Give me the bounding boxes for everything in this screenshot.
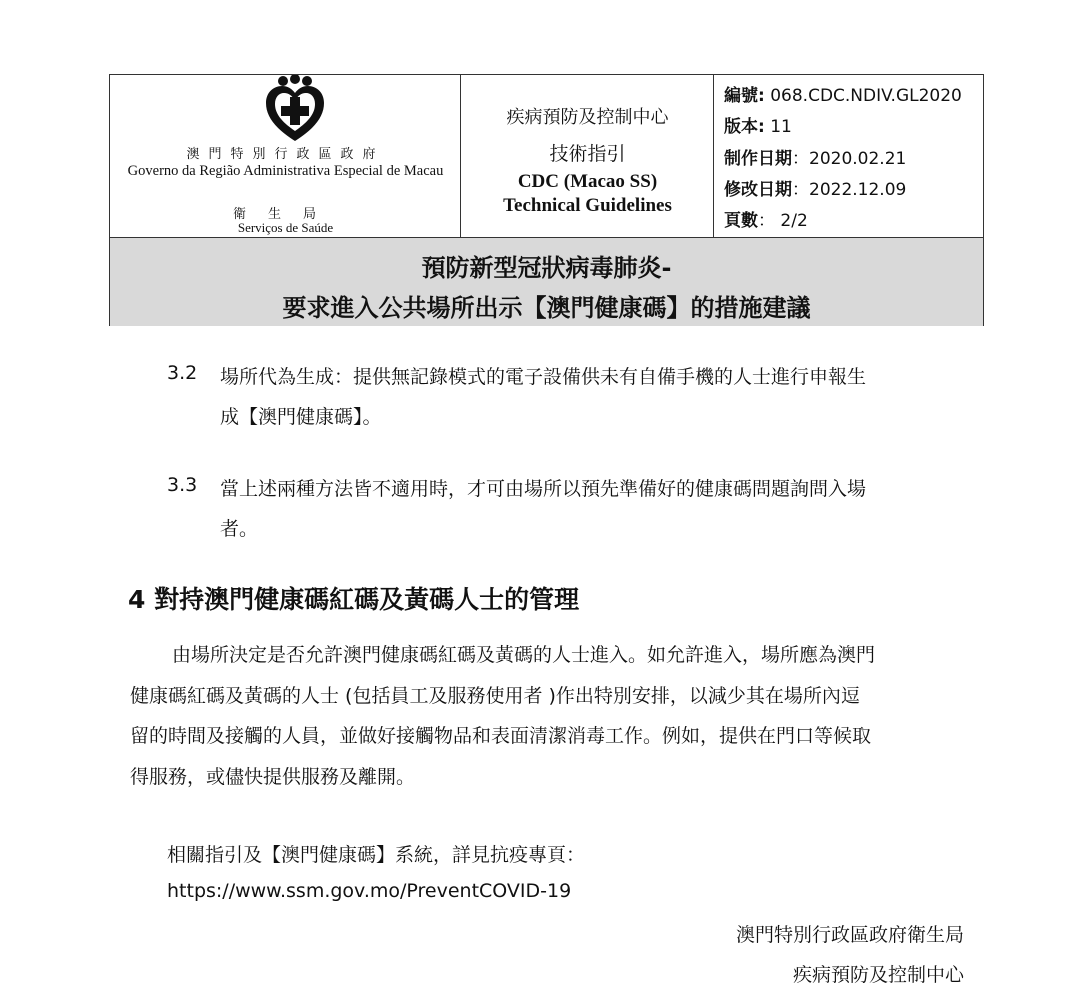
section-3-2-line2: 成【澳門健康碼】。 [220, 406, 382, 428]
guideline-type-zh: 技術指引 [549, 143, 626, 165]
reference-line: 相關指引及【澳門健康碼】系統，詳見抗疫專頁： [167, 844, 586, 866]
document-title-line2: 要求進入公共場所出示【澳門健康碼】的措施建議 [282, 294, 811, 322]
section-3-2-line1: 場所代為生成：提供無記錄模式的電子設備供未有自備手機的人士進行申報生 [220, 366, 867, 388]
section-3-3-line2: 者。 [220, 518, 259, 540]
document-title-band [110, 237, 983, 326]
center-name-en: CDC (Macao SS) [517, 171, 658, 192]
document-title-line1: 預防新型冠狀病毒肺炎- [421, 254, 672, 282]
meta-code: 編號: 068.CDC.NDIV.GL2020 [724, 86, 962, 106]
center-name-zh: 疾病預防及控制中心 [506, 107, 669, 128]
signature-center: 疾病預防及控制中心 [792, 964, 964, 986]
logo-cell [110, 75, 461, 237]
paragraph-line4: 得服務，或儘快提供服務及離開。 [130, 766, 416, 788]
guideline-type-en: Technical Guidelines [503, 195, 672, 216]
paragraph-line2: 健康碼紅碼及黃碼的人士 (包括員工及服務使用者 )作出特別安排，以減少其在場所內逗 [130, 685, 860, 707]
section-3-3-number: 3.3 [167, 474, 198, 496]
meta-pages: 頁數： 2/2 [724, 211, 808, 231]
document-header-table [109, 74, 984, 326]
meta-version: 版本: 11 [724, 117, 792, 137]
section-3-2-number: 3.2 [167, 362, 198, 384]
meta-revised-date: 修改日期：2022.12.09 [724, 180, 907, 200]
org-name-pt: Governo da Região Administrativa Especial de Macau [127, 163, 444, 179]
dept-name-zh: 衛生局 [232, 207, 338, 222]
meta-created-date: 制作日期：2020.02.21 [724, 149, 907, 169]
paragraph-line1: 由場所決定是否允許澳門健康碼紅碼及黃碼的人士進入。如允許進入，場所應為澳門 [172, 644, 876, 666]
org-name-zh: 澳門特別行政區政府 [186, 147, 385, 162]
reference-url-link[interactable]: https://www.ssm.gov.mo/PreventCOVID-19 [167, 880, 572, 902]
center-cell [461, 75, 714, 237]
signature-bureau: 澳門特別行政區政府衛生局 [735, 924, 964, 946]
health-bureau-logo-icon [262, 75, 328, 143]
section-4-heading: 4 對持澳門健康碼紅碼及黃碼人士的管理 [128, 585, 580, 614]
section-3-3-line1: 當上述兩種方法皆不適用時，才可由場所以預先準備好的健康碼問題詢問入場 [220, 478, 867, 500]
dept-name-pt: Serviços de Saúde [237, 220, 334, 235]
paragraph-line3: 留的時間及接觸的人員，並做好接觸物品和表面清潔消毒工作。例如，提供在門口等候取 [130, 725, 872, 747]
meta-cell [714, 75, 984, 237]
